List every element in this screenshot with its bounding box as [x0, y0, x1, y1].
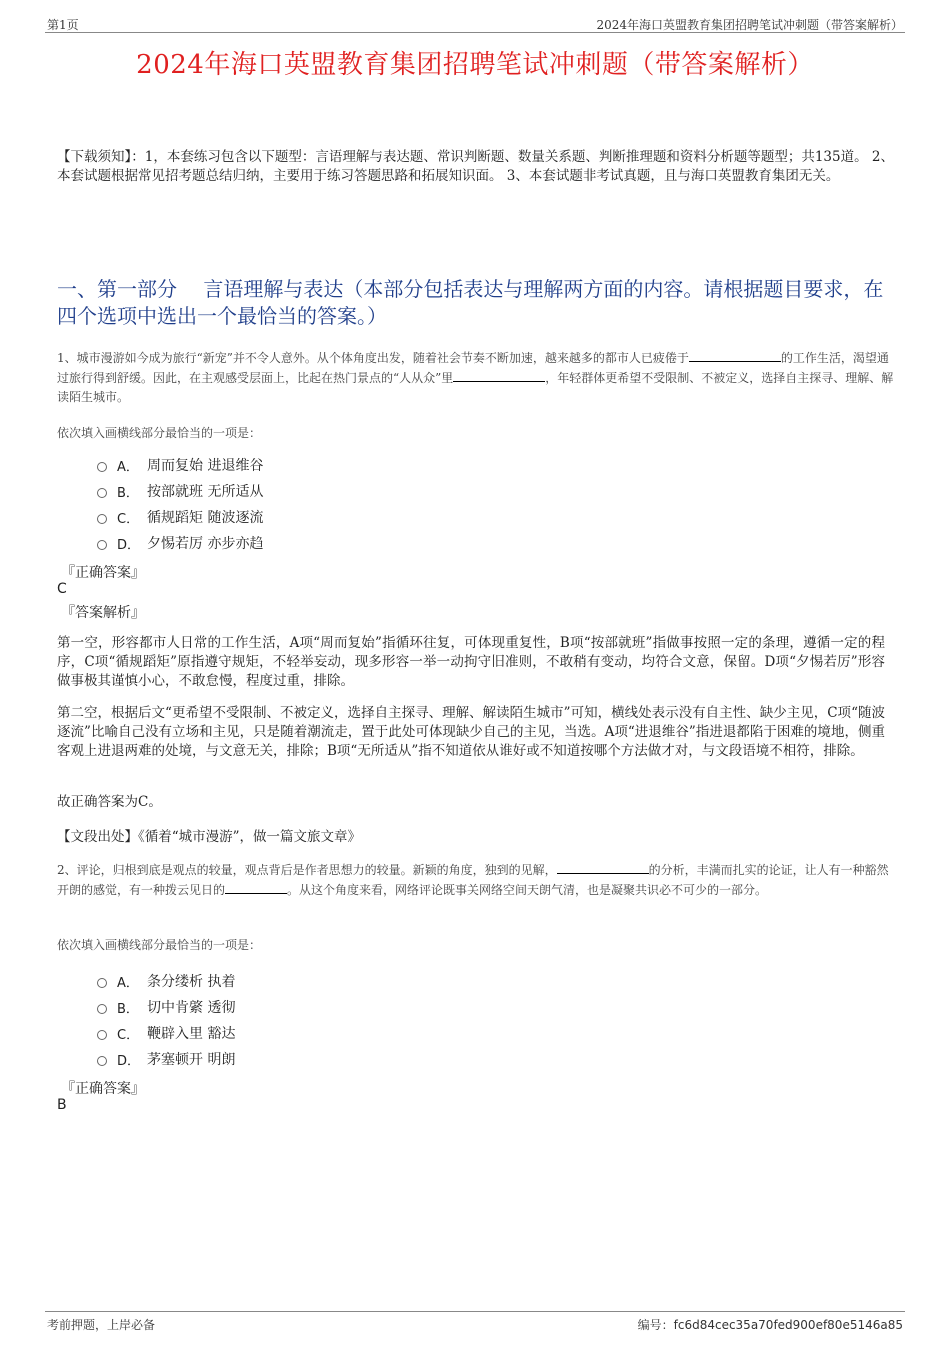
question-text-part: 的分析，丰满而扎实的论证，让人有一种豁然开朗的感觉，有一种拨云见日的	[57, 863, 889, 897]
correct-answer: C	[57, 581, 67, 597]
option-text: 切中肯綮 透彻	[147, 1000, 236, 1016]
option-a[interactable]	[97, 452, 263, 478]
radio-icon[interactable]	[97, 1030, 107, 1040]
fill-blank	[689, 348, 781, 362]
question-1-text	[57, 348, 900, 407]
radio-icon[interactable]	[97, 514, 107, 524]
question-1-options	[97, 452, 263, 556]
option-b[interactable]	[97, 478, 263, 504]
option-letter: A．	[117, 459, 139, 475]
document-title: 2024年海口英盟教育集团招聘笔试冲刺题（带答案解析）	[136, 50, 814, 80]
question-1-instruction: 依次填入画横线部分最恰当的一项是：	[57, 426, 262, 440]
analysis-label: 『答案解析』	[61, 605, 145, 621]
correct-answer: B	[57, 1097, 67, 1113]
page-number: 第1页	[47, 18, 79, 32]
question-text-part: 1、城市漫游如今成为旅行“新宠”并不令人意外。从个体角度出发，随着社会节奏不断加速，越来越多的都市人已疲倦于	[57, 351, 689, 365]
option-text: 按部就班 无所适从	[147, 484, 264, 500]
option-letter: C．	[117, 511, 140, 527]
option-text: 循规蹈矩 随波逐流	[147, 510, 264, 526]
passage-source: 【文段出处】《循着“城市漫游”，做一篇文旅文章》	[57, 829, 362, 845]
option-letter: D．	[117, 537, 141, 553]
fill-blank	[225, 880, 287, 894]
fill-blank	[453, 368, 545, 382]
radio-icon[interactable]	[97, 462, 107, 472]
question-text-part: ，年轻群体更希望不受限制、不被定义，选择自主探寻、理解、解读陌生城市。	[57, 371, 894, 404]
correct-answer-label: 『正确答案』	[61, 565, 145, 581]
option-d[interactable]	[97, 530, 263, 556]
correct-answer-label: 『正确答案』	[61, 1081, 145, 1097]
page-header	[45, 14, 905, 33]
question-2-instruction: 依次填入画横线部分最恰当的一项是：	[57, 938, 262, 952]
option-text: 周而复始 进退维谷	[147, 458, 264, 474]
question-text-part: 2、评论，归根到底是观点的较量，观点背后是作者思想力的较量。新颖的角度，独到的见解，	[57, 863, 557, 877]
radio-icon[interactable]	[97, 1056, 107, 1066]
code-label: 编号：	[637, 1318, 674, 1332]
download-notice: 【下载须知】：1，本套练习包含以下题型：言语理解与表达题、常识判断题、数量关系题、判断推理题和资料分析题等题型；共135道。 2、本套试题根据常见招考题总结归纳，主要用于练习答题思路和拓展知识面。 3、本套试题非考试真题，且与海口英盟教育集团无关。	[57, 149, 894, 184]
analysis-paragraph: 第一空，形容都市人日常的工作生活，A项“周而复始”指循环往复，可体现重复性，B项“按部就班”指做事按照一定的条理，遵循一定的程序，C项“循规蹈矩”原指遵守规矩，不轻举妄动，现多形容一举一动拘守旧准则，不敢稍有变动，均符合文意，保留。D项“夕惕若厉”形容做事极其谨慎小心，不敢怠慢，程度过重，排除。	[57, 635, 885, 689]
question-2-text	[57, 860, 900, 900]
document-code	[638, 1316, 903, 1333]
option-text: 茅塞顿开 明朗	[147, 1052, 236, 1068]
option-d[interactable]	[97, 1046, 235, 1072]
header-doc-title: 2024年海口英盟教育集团招聘笔试冲刺题（带答案解析）	[596, 18, 903, 32]
option-text: 条分缕析 执着	[147, 974, 236, 990]
option-c[interactable]	[97, 1020, 235, 1046]
option-letter: C．	[117, 1027, 140, 1043]
option-letter: B．	[117, 485, 139, 501]
question-2-options	[97, 968, 235, 1072]
option-letter: D．	[117, 1053, 141, 1069]
option-a[interactable]	[97, 968, 235, 994]
option-b[interactable]	[97, 994, 235, 1020]
question-text-part: 。从这个角度来看，网络评论既事关网络空间天朗气清，也是凝聚共识必不可少的一部分。	[287, 883, 768, 897]
option-letter: A．	[117, 975, 139, 991]
analysis-conclusion: 故正确答案为C。	[57, 794, 162, 810]
radio-icon[interactable]	[97, 978, 107, 988]
radio-icon[interactable]	[97, 540, 107, 550]
footer-slogan: 考前押题，上岸必备	[47, 1318, 156, 1332]
option-text: 夕惕若厉 亦步亦趋	[147, 536, 264, 552]
code-value: fc6d84cec35a70fed900ef80e5146a85	[673, 1318, 903, 1332]
page-footer	[45, 1311, 905, 1332]
option-c[interactable]	[97, 504, 263, 530]
option-text: 鞭辟入里 豁达	[147, 1026, 236, 1042]
radio-icon[interactable]	[97, 1004, 107, 1014]
section-title: 一、第一部分 言语理解与表达（本部分包括表达与理解两方面的内容。请根据题目要求，在四个选项中选出一个最恰当的答案。）	[57, 277, 884, 328]
fill-blank	[557, 860, 649, 874]
question-text-part: 的工作生活，渴望通过旅行得到舒缓。因此，在主观感受层面上，比起在热门景点的“人从众”里	[57, 351, 889, 385]
radio-icon[interactable]	[97, 488, 107, 498]
analysis-paragraph: 第二空，根据后文“更希望不受限制、不被定义，选择自主探寻、理解、解读陌生城市”可知，横线处表示没有自主性、缺少主见，C项“随波逐流”比喻自己没有立场和主见，只是随着潮流走，置于此处可体现缺少自己的主见，当选。A项“进退维谷”指进退都陷于困难的境地，侧重客观上进退两难的处境，与文意无关，排除；B项“无所适从”指不知道依从谁好或不知道按哪个方法做才对，与文段语境不相符，排除。	[57, 705, 885, 759]
option-letter: B．	[117, 1001, 139, 1017]
